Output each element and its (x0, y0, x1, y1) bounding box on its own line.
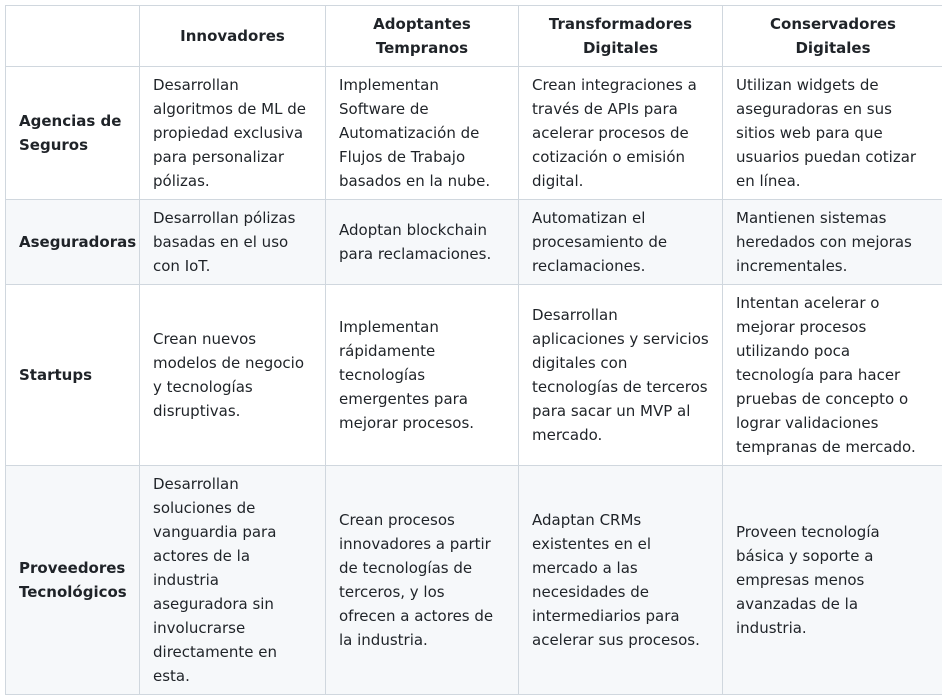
table-cell: Desarrollan soluciones de vanguardia para actores de la industria aseguradora sin involucrarse directamente en esta. (140, 466, 326, 695)
table-cell: Intentan acelerar o mejorar procesos utilizando poca tecnología para hacer pruebas de concepto o lograr validaciones tempranas de mercado. (723, 285, 942, 466)
table-cell: Mantienen sistemas heredados con mejoras incrementales. (723, 200, 942, 285)
header-row (6, 6, 942, 67)
table-cell: Implementan rápidamente tecnologías emergentes para mejorar procesos. (326, 285, 519, 466)
row-header: Agencias de Seguros (6, 67, 140, 200)
column-header: Innovadores (140, 6, 326, 67)
row-header: Aseguradoras (6, 200, 140, 285)
column-header: Adoptantes Tempranos (326, 6, 519, 67)
table-cell: Automatizan el procesamiento de reclamaciones. (519, 200, 723, 285)
table-row (6, 67, 942, 200)
table-cell: Crean integraciones a través de APIs para acelerar procesos de cotización o emisión digital. (519, 67, 723, 200)
table-header (6, 6, 942, 67)
table-cell: Adoptan blockchain para reclamaciones. (326, 200, 519, 285)
table-cell: Desarrollan pólizas basadas en el uso con IoT. (140, 200, 326, 285)
table-cell: Implementan Software de Automatización de Flujos de Trabajo basados en la nube. (326, 67, 519, 200)
table-cell: Desarrollan aplicaciones y servicios digitales con tecnologías de terceros para sacar un MVP al mercado. (519, 285, 723, 466)
table-cell: Crean nuevos modelos de negocio y tecnologías disruptivas. (140, 285, 326, 466)
table-row (6, 466, 942, 695)
table-body (6, 67, 942, 695)
column-header: Conservadores Digitales (723, 6, 942, 67)
table-cell: Proveen tecnología básica y soporte a empresas menos avanzadas de la industria. (723, 466, 942, 695)
column-header: Transformadores Digitales (519, 6, 723, 67)
table-row (6, 285, 942, 466)
table-cell: Adaptan CRMs existentes en el mercado a las necesidades de intermediarios para acelerar sus procesos. (519, 466, 723, 695)
table-row (6, 200, 942, 285)
table-cell: Utilizan widgets de aseguradoras en sus sitios web para que usuarios puedan cotizar en línea. (723, 67, 942, 200)
table-cell: Crean procesos innovadores a partir de tecnologías de terceros, y los ofrecen a actores de la industria. (326, 466, 519, 695)
table-cell: Desarrollan algoritmos de ML de propiedad exclusiva para personalizar pólizas. (140, 67, 326, 200)
row-header: Proveedores Tecnológicos (6, 466, 140, 695)
comparison-table (5, 5, 942, 695)
row-header: Startups (6, 285, 140, 466)
header-corner (6, 6, 140, 67)
